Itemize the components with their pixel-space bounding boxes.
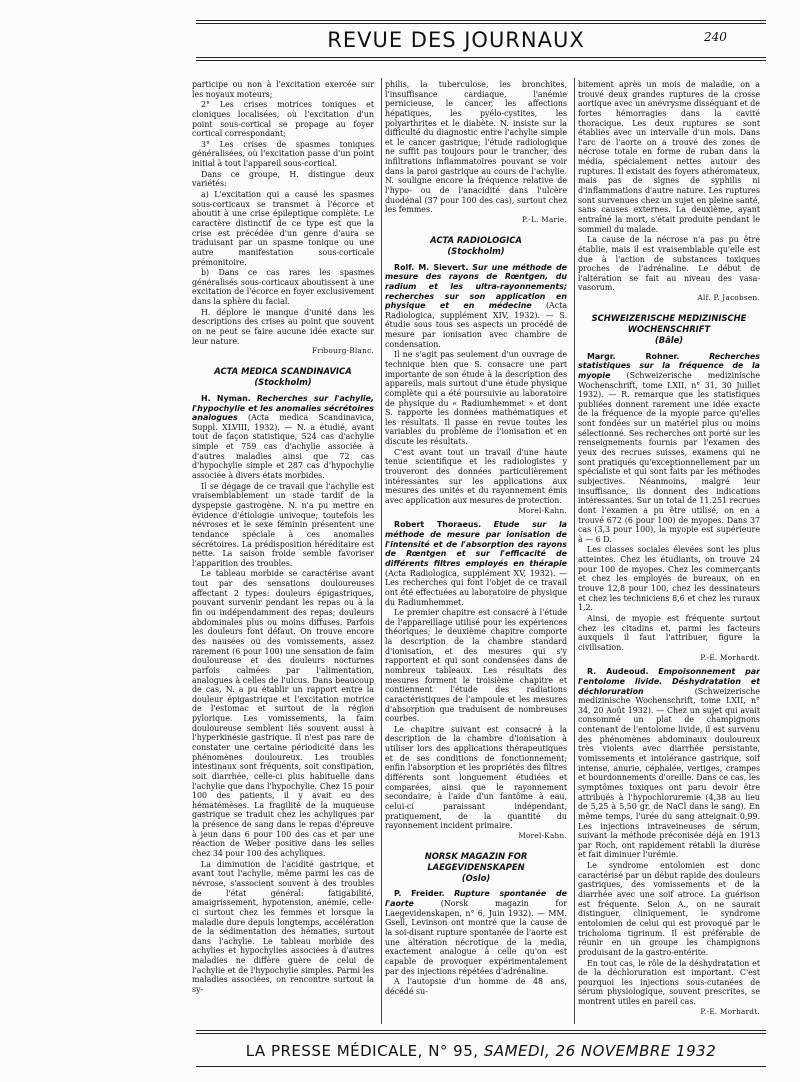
paragraph: Il se dégage de ce travail que l'achylie est vraisemblablement un stade tardif de la dyspepsie gastrogène. N. n'a pu mettre en évidence d'étiologie univoque; toutefois les névroses et le sexe féminin présentent une tendance spéciale à ces anomalies sécrétoires. La prédisposition héréditaire est nette. La saison froide semble favoriser l'apparition des troubles. <box>192 481 374 568</box>
journal-heading <box>385 235 567 257</box>
page-footer <box>196 1042 766 1060</box>
paragraph: Les classes sociales élevées sont les plus atteintes. Chez les étudiants, on trouve 24 pour 100 de myopes. Chez les commerçants et chez les employés de bureaux, on en trouve 12,8 pour 100, chez les dessinateurs et chez les techniciens 8,6 et chez les ruraux 1,2. <box>578 545 760 613</box>
header-rule-bottom-2 <box>196 60 766 61</box>
column-divider-1 <box>381 78 382 1024</box>
paragraph: philis, la tuberculose, les bronchites, l'insuffisance cardiaque, l'anémie pernicieuse, le cancer, les affections hépatiques, les pyélo-cystites, les polyarthrites et le diabète. N. insiste sur la difficulté du diagnostic entre l'achylie simple et le cancer gastrique; l'étude radiologique ne suffit pas toujours pour le trancher, des infiltrations inflammatoires pouvant se voir dans la paroi gastrique au cours de l'achylie. N. souligne encore la fréquence relative de l'hypo- ou de l'anacidité dans l'ulcère duodénal (37 pour 100 des cas), surtout chez les femmes. <box>385 80 567 215</box>
column-1 <box>192 80 374 1020</box>
paragraph: Il ne s'agit pas seulement d'un ouvrage de technique bien que S. consacre une part importante de son étude à la description des appareils, mais surtout d'une étude physique complète qui a été poursuivie au laboratoire de physique du « Radiumhemmet » et dont S. rapporte les données mathématiques et les résultats. Il passe en revue toutes les variables du problème de l'ionisation et en discute les résultats. <box>385 350 567 447</box>
header-rule-top <box>196 20 766 21</box>
article-reference: (Acta Radiologica, supplément XIV, 1932). — <box>385 301 567 320</box>
journal-location: (Oslo) <box>461 872 491 883</box>
signature: P.-L. Marie. <box>522 214 567 224</box>
footer-journal: LA PRESSE MÉDICALE, N° 95, <box>245 1042 479 1060</box>
article-title: Empoisonnement par l'entolome livide. Déshydratation et déchloruration <box>578 667 760 696</box>
journal-title: ACTA MEDICA SCANDINAVICA <box>214 366 352 377</box>
journal-location: (Stockholm) <box>254 377 312 387</box>
article-author: H. Nyman. <box>201 393 251 403</box>
paragraph: bitement après un mois de maladie, on a trouvé deux grandes ruptures de la crosse aortique avec un anévrysme disséquant et de fortes hémorragies dans la cavité thoracique. Les deux ruptures se sont établies avec un intervalle d'un mois. Dans l'arc de l'aorte on a trouvé des zones de nécrose totale en forme de ruban dans la média, spécialement nettes autour des ruptures. Il existait des foyers athéromateux, mais pas de signes de syphilis ni d'inflammations d'autre nature. Les ruptures sont survenues chez un sujet en pleine santé, sans causes externes. La deuxième, ayant entraîné la mort, s'était produite pendant le sommeil du malade. <box>578 80 760 234</box>
paragraph: R. remarque que les statistiques publiées donnent rarement une idée exacte de la fréquence de la myopie parce qu'elles sont fondées sur un matériel plus ou moins sélectionné. Ses recherches ont porté sur les renseignements fournis par l'examen des yeux des recrues suisses, examens qui ne sont pratiqués qu'exceptionnellement par un spécialiste et qui sont faits par les méthodes subjectives. Néanmoins, malgré leur insuffisance, ils donnent des indications intéressantes. Sur un total de 11.251 recrues dont l'examen a pu être utilisé, on en a trouvé 672 (6 pour 100) de myopes. Dans 37 cas (3,3 pour 100), la myopie est supérieure à — 6 D. <box>578 390 760 544</box>
article-author: Margr. Rohner. <box>587 351 680 361</box>
paragraph: En tout cas, le rôle de la déshydratation et de la déchloruration est important. C'est pourquoi les injections sous-cutanées de sérum physiologique, souvent prescrites, se montrent utiles en pareil cas. <box>578 958 760 1007</box>
article-title: Recherches statistiques sur la fréquence de la myopie <box>578 351 760 380</box>
paragraph: S. étudie sous tous ses aspects un procédé de mesure par ionisation avec chambre de condensation. <box>385 310 567 349</box>
journal-heading <box>385 851 567 884</box>
paragraph: 2° Les crises motrices toniques et cloniques localisées, où l'excitation d'un point sous-cortical se propage au foyer cortical correspondant; <box>192 100 374 139</box>
footer-date: SAMEDI, 26 NOVEMBRE 1932 <box>483 1042 717 1060</box>
article-header <box>192 394 374 481</box>
paragraph: Le premier chapitre est consacré à l'étude de l'appareillage utilisé pour les expériences théoriques; le deuxième chapitre comporte la description de la chambre standard d'ionisation, et des mesures qui s'y rapportent et qui sont condensées dans de nombreux tableaux. Les résultats des mesures forment le troisième chapitre et contiennent l'étude des radiations caractéristiques de l'ampoule et les mesures d'absorption que traduisent de nombreuses courbes. <box>385 608 567 724</box>
journal-heading <box>578 313 760 346</box>
signature: P.-E. Morhardt. <box>700 652 760 662</box>
article-header <box>385 263 567 350</box>
journal-location: (Stockholm) <box>447 245 505 256</box>
paragraph: 3° Les crises de spasmes toniques généralisées, où l'excitation passe d'un point initial à tout l'appareil sous-cortical. <box>192 139 374 169</box>
article-title: Etude sur la méthode de mesure par ionisation de l'intensité et de l'absorption des rayons de Rœntgen et sur l'efficacité de différents filtres employés en thérapie <box>385 520 567 568</box>
article-reference: (Norsk magazin for Laegevidenskapen, n° 6, Juin 1932). — <box>385 899 567 918</box>
paragraph: a) L'excitation qui a causé les spasmes sous-corticaux se transmet à l'écorce et aboutit à une crise épileptique complète. Le caractère distinctif de ce type est que la crise est précédée d'un genre d'aura se traduisant par un spasme tonique ou une autre manifestation sous-corticale prémonitoire. <box>192 190 374 267</box>
column-2 <box>385 80 567 1020</box>
article-title: Rupture spontanée de l'aorte <box>385 889 567 909</box>
article-author: P. Freider. <box>394 889 445 899</box>
article-author: Rolf. M. Sievert. <box>394 262 469 272</box>
signature: P.-E. Morhardt. <box>700 1006 760 1016</box>
paragraph: Les recherches qui font l'objet de ce travail ont été effectuées au laboratoire de physique du Radiumhemmet. <box>385 578 567 607</box>
signature: Morel-Kahn. <box>518 830 567 840</box>
paragraph: H. déplore le manque d'unité dans les descriptions des crises au point que souvent on ne peut se faire aucune idée exacte sur leur nature. <box>192 307 374 346</box>
paragraph: participe ou non à l'excitation exercée sur les noyaux moteurs; <box>192 80 374 99</box>
footer-rule-top-2 <box>196 1033 766 1034</box>
journal-heading <box>192 366 374 388</box>
paragraph: La diminution de l'acidité gastrique, et avant tout l'achylie, même parmi les cas de névrose, s'associent souvent à des troubles de l'état général: fatigabilité, amaigrissement, hypotension, anémie, celle-ci surtout chez les femmes et lorsque la maladie dure depuis longtemps, accélération de la sédimentation des hématies, surtout dans l'achylie. Le tableau morbide des achylies et hypochylies associées à d'autres maladies ne diffère guère de celui de l'achylie et de l'hypochylie simples. Parmi les maladies associées, on rencontre surtout la sy- <box>192 859 374 994</box>
article-header <box>385 520 567 607</box>
paragraph: C'est avant tout un travail d'une haute tenue scientifique et les radiologistes y trouveront des données particulièrement intéressantes sur les applications aux mesures des unités et du rayonnement émis avec application aux mesures de protection. <box>385 447 567 505</box>
journal-title: ACTA RADIOLOGICA <box>430 234 522 245</box>
footer-rule-bottom <box>196 1066 766 1067</box>
journal-location: (Bâle) <box>654 334 684 345</box>
header-rule-bottom <box>196 57 766 58</box>
header-rule-top-2 <box>196 23 766 24</box>
signature: Morel-Kahn. <box>518 505 567 515</box>
paragraph: La cause de la nécrose n'a pas pu être établie, mais il est vraisemblable qu'elle est due à l'action de substances toxiques proches de l'adrénaline. Le début de l'altération se fait au niveau des vasa-vasorum. <box>578 235 760 293</box>
paragraph: Le chapitre suivant est consacré à la description de la chambre d'ionisation à utiliser lors des applications thérapeutiques et de ses conditions de fonctionnement; enfin l'absorption et les propriétés des filtres différents sont longuement étudiées et comparées, ainsi que le rayonnement secondaire, à l'aide d'un fantôme à eau, celui-ci paraissant indépendant, pratiquement, de la quantité du rayonnement incident primaire. <box>385 724 567 831</box>
article-reference: (Schweizerische medizinische Wochenschrift, tome LXII, n° 34, 20 Août 1932). — <box>578 686 760 715</box>
journal-title: NORSK MAGAZIN FOR LAEGEVIDENSKAPEN <box>424 850 528 872</box>
paragraph: Ainsi, de myopie est fréquente surtout chez les citadins et, parmi les facteurs auxquels il faut l'attribuer, figure la civilisation. <box>578 613 760 652</box>
paragraph: Le syndrome entolomien est donc caractérisé par un début rapide des douleurs gastriques, des vomissements et de la diarrhée avec une soif atroce. La guérison est fréquente. Selon A., on ne saurait distinguer, cliniquement, le syndrome entolomien de celui qui est provoqué par le tricholoma tigrinum. Il est préférable de réunir en un groupe les champignons produisant de la gastro-entérite. <box>578 861 760 957</box>
paragraph: MM. Gsell, Levinson ont montré que la cause de la soi-disant rupture spontanée de l'aorte est une altération nécrotique de la media, exactement analogue à celle qu'on est capable de provoquer expérimentalement par des injections répétées d'adrénaline. <box>385 908 567 976</box>
column-divider-2 <box>574 78 575 1024</box>
article-header <box>578 352 760 545</box>
signature: Alf. P. Jacobsen. <box>697 293 760 303</box>
article-reference: (Acta Radiologica, supplément XV, 1932). — <box>385 568 567 578</box>
article-header <box>385 889 567 976</box>
paragraph: A l'autopsie d'un homme de 48 ans, décédé su- <box>385 977 567 996</box>
article-reference: (Acta medica Scandinavica, Suppl. XLVIII, 1932). — <box>192 413 374 432</box>
page-number: 240 <box>704 30 727 44</box>
paragraph: N. a étudié, avant tout de façon statistique, 524 cas d'achylie simple et 759 cas d'achylie associée à d'autres maladies ainsi que 72 cas d'hypochylie simple et 287 cas d'hypochylie associée à divers états morbides. <box>192 422 374 481</box>
paragraph: Chez un sujet qui avait consommé un plat de champignons contenant de l'entolome livide, il est survenu des phénomènes abdominaux douloureux très violents avec diarrhée persistante, vomissements et intolérance gastrique, soif intense, anurie, céphalée, vertiges, crampes et bourdonnements d'oreille. Dans ce cas, les symptômes toxiques ont paru devoir être attribués à l'hypochloruremie (4,38 au lieu de 5,25 à 5,50 gr. de NaCl dans le sang). En même temps, l'urée du sang atteignait 0,99. Les injections intraveineuses de sérum, suivant la méthode préconisée déjà en 1913 par Roch, ont rapidement rétabli la diurèse et fait diminuer l'urémie. <box>578 705 760 860</box>
article-reference: (Schweizerische medizinische Wochenschrift, tome LXII, n° 31, 30 Juillet 1932). — <box>578 370 760 400</box>
journal-title: SCHWEIZERISCHE MEDIZINISCHE WOCHENSCHRIFT <box>591 312 747 334</box>
page-header-title: REVUE DES JOURNAUX <box>327 28 585 52</box>
article-author: R. Audeoud. <box>587 667 649 677</box>
article-title: Sur une méthode de mesure des rayons de Rœntgen, du radium et les ultra-rayonnements; recherches sur son application en physique et en médecine <box>385 262 567 311</box>
footer-rule-top <box>196 1030 766 1031</box>
signature: Fribourg-Blanc. <box>311 346 374 356</box>
article-title: Recherches sur l'achylie, l'hypochylie et les anomalies sécrétoires analogues <box>192 393 374 423</box>
column-3 <box>578 80 760 1020</box>
article-author: Robert Thoraeus. <box>394 520 482 530</box>
paragraph: Dans ce groupe, H. distingue deux variétés: <box>192 169 374 189</box>
article-header <box>578 667 760 860</box>
paragraph: b) Dans ce cas rares les spasmes généralisés sous-corticaux aboutissent à une excitation de l'écorce en foyer exclusivement dans la sphère du facial. <box>192 268 374 307</box>
paragraph: Le tableau morbide se caractérise avant tout par des sensations douloureuses affectant 2 types: douleurs épigastriques, pouvant survenir pendant les repas ou à la fin ou indépendamment des repas; douleurs abdominales plus ou moins diffuses. Parfois les douleurs font défaut. On trouve encore des nausées ou des vomissements, assez rarement (6 pour 100) une sensation de faim douloureuse et des douleurs nocturnes parfois calmées par l'alimentation, analogues à celles de l'ulcus. Dans beaucoup de cas, N. a pu établir un rapport entre la douleur épigastrique et l'excitation motrice de l'estomac et surtout de la région pylorique. Les vomissements, la faim douloureuse semblent liés souvent aussi à l'hyperkinésie gastrique. Il n'est pas rare de constater une certaine périodicité dans les phénomènes douloureux. Les troubles intestinaux sont fréquents, soit constipation, soit diarrhée, celle-ci plus habituelle dans l'achylie que dans l'hypochylie. Chez 15 pour 100 des patients, il y avait eu des hématémèses. La fragilité de la muqueuse gastrique se traduit chez les achyliques par la présence de sang dans le repas d'épreuve à jeun dans 6 pour 100 des cas et par une réaction de Weber positive dans les selles chez 34 pour 100 des achyliques. <box>192 569 374 859</box>
